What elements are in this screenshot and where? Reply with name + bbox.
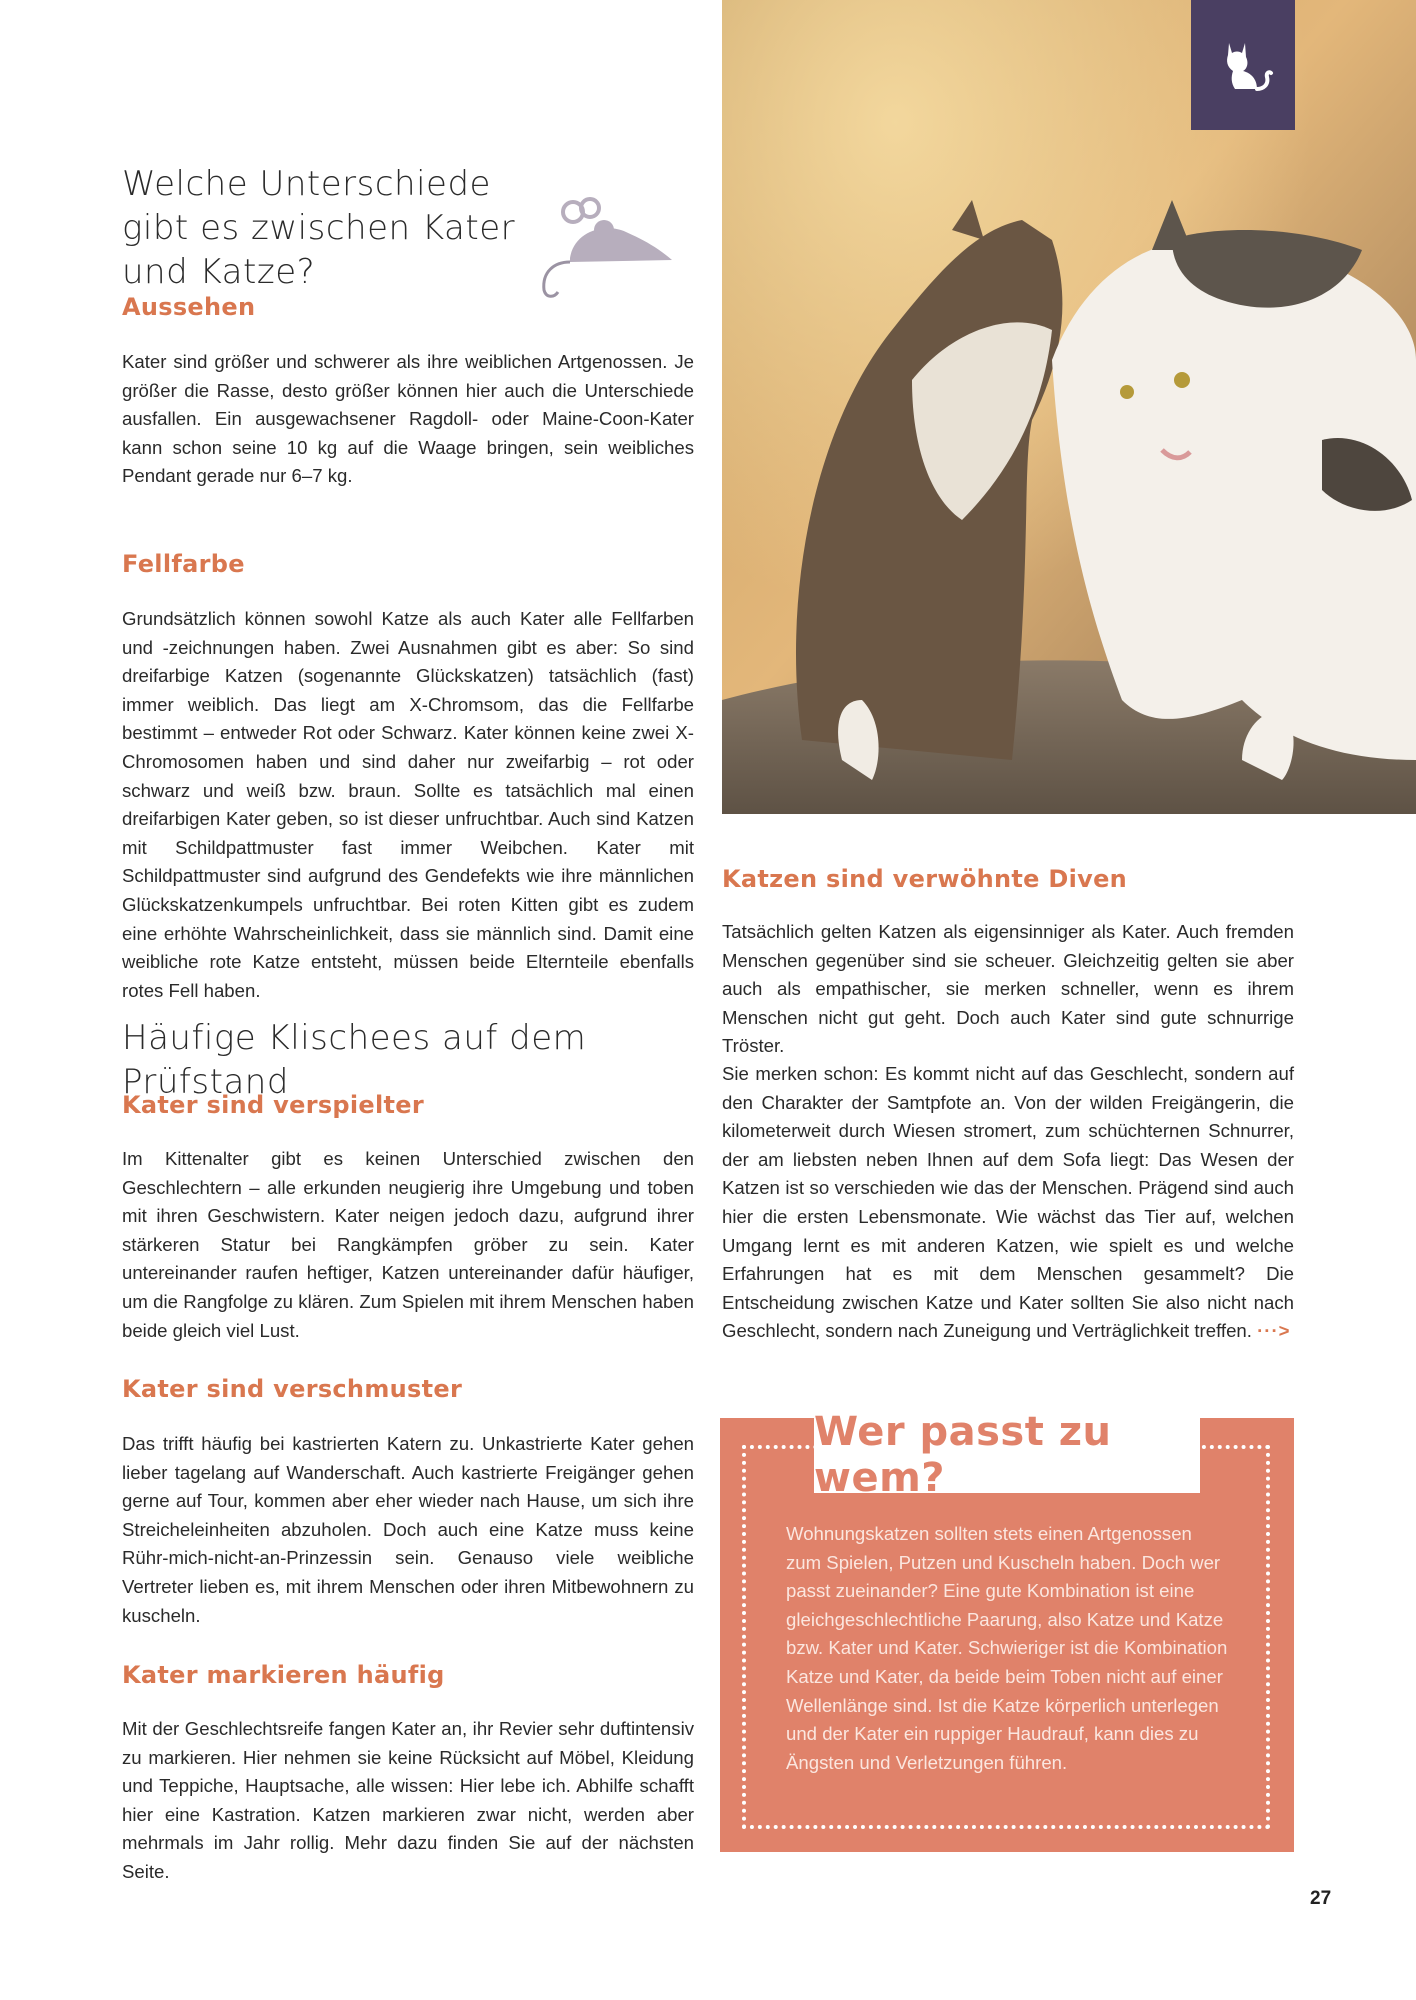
info-box-title: Wer passt zu wem?: [814, 1409, 1112, 1501]
section-heading-fellfarbe: Fellfarbe: [122, 550, 245, 578]
cliche-text-verspielter: Im Kittenalter gibt es keinen Unterschied zwischen den Geschlechtern – alle erkunden neugierig ihre Umgebung und toben mit ihren Geschwistern. Kater neigen jedoch dazu, aufgrund ihrer stärkeren Statur bei Rangkämpfen gröber zu sein. Kater untereinander raufen heftiger, Katzen untereinander dafür häufiger, um die Rangfolge zu klären. Zum Spielen mit ihrem Menschen haben beide gleich viel Lust.: [122, 1148, 694, 1341]
cat-category-badge: [1191, 0, 1295, 130]
section-title-klischees: Häufige Klischees auf dem Prüfstand: [122, 1018, 587, 1102]
section-text-aussehen: Kater sind größer und schwerer als ihre weiblichen Artgenossen. Je größer die Rasse, desto größer können hier auch die Unterschiede ausfallen. Ein ausgewachsener Ragdoll- oder Maine-Coon-Kater kann schon seine 10 kg auf die Waage bringen, sein weibliches Pendant gerade nur 6–7 kg.: [122, 351, 694, 487]
diven-text-2-body: Sie merken schon: Es kommt nicht auf das Geschlecht, sondern auf den Charakter der Samtpfote an. Von der wilden Freigängerin, die kilometerweit durch Wiesen stromert, zum schüchternen Schnurrer, der am liebsten neben Ihnen auf dem Sofa liegt: Das Wesen der Katzen ist so verschieden wie das der Menschen. Prägend sind auch hier die ersten Lebensmonate. Wie wächst das Tier auf, welchen Umgang lernt es mit anderen Katzen, wie spielt es und welche Erfahrungen hat es mit dem Menschen gesammelt? Die Entscheidung zwischen Katze und Kater sollten Sie also nicht nach Geschlecht, sondern nach Zuneigung und Verträglichkeit treffen.: [722, 1063, 1294, 1342]
section-heading-aussehen: Aussehen: [122, 293, 256, 321]
info-box-title-container: [814, 1409, 1200, 1501]
diven-heading: Katzen sind verwöhnte Diven: [722, 865, 1128, 893]
cats-photo: [722, 0, 1416, 814]
cliche-text-verschmuster: Das trifft häufig bei kastrierten Katern zu. Unkastrierte Kater gehen lieber tagelang auf Wanderschaft. Auch kastrierte Freigänger gehen gerne auf Tour, kommen aber eher wieder nach Hause, um sich ihre Streicheleinheiten abzuholen. Doch auch eine Katze muss keine Rühr-mich-nicht-an-Prinzessin sein. Genauso viele weibliche Vertreter lieben es, mit ihrem Menschen oder ihren Mitbewohnern zu kuscheln.: [122, 1433, 694, 1626]
section-text-fellfarbe: Grundsätzlich können sowohl Katze als auch Kater alle Fellfarben und -zeichnungen haben. Zwei Ausnahmen gibt es aber: So sind dreifarbige Katzen (sogenannte Glückskatzen) tatsächlich (fast) immer weiblich. Das liegt am X-Chromsom, das die Fellfarbe bestimmt – entweder Rot oder Schwarz. Kater können keine zwei X-Chromosomen haben und sind daher nur zweifarbig – rot oder schwarz und weiß bzw. braun. Sollte es tatsächlich mal einen dreifarbigen Kater geben, so ist dieser unfruchtbar. Auch sind Katzen mit Schildpattmuster fast immer Weibchen. Kater mit Schildpattmuster sind aufgrund des Gendefekts wie ihre männlichen Glückskatzenkumpels unfruchtbar. Bei roten Kitten gibt es zudem eine erhöhte Wahrscheinlichkeit, dass sie männlich sind. Damit eine weibliche rote Katze entsteht, müssen beide Elternteile ebenfalls rotes Fell haben.: [122, 608, 694, 1001]
toy-mouse-icon: [540, 196, 676, 302]
info-box-text: Wohnungskatzen sollten stets einen Artgenossen zum Spielen, Putzen und Kuscheln haben. Doch wer passt zueinander? Eine gute Kombination ist eine gleichgeschlechtliche Paarung, also Katze und Katze bzw. Kater und Kater. Schwieriger ist die Kombination Katze und Kater, da beide beim Toben nicht auf einer Wellenlänge sind. Ist die Katze körperlich unterlegen und der Kater ein ruppiger Haudrauf, kann dies zu Ängsten und Verletzungen führen.: [786, 1523, 1228, 1773]
continue-arrow: ···>: [1257, 1320, 1291, 1342]
diven-text-1: Tatsächlich gelten Katzen als eigensinniger als Kater. Auch fremden Menschen gegenüber sind sie scheuer. Gleichzeitig gelten sie aber auch als empathischer, sie merken schneller, wenn es ihrem Menschen nicht gut geht. Doch auch Kater sind gute schnurrige Tröster.: [722, 921, 1294, 1057]
diven-text-2: [722, 1060, 1294, 1346]
cliche-heading-verspielter: Kater sind verspielter: [122, 1091, 425, 1119]
cat-silhouette-icon: [1211, 33, 1275, 97]
page-title: Welche Unterschiede gibt es zwischen Kater und Katze?: [122, 164, 516, 292]
page-number: 27: [1310, 1888, 1332, 1909]
cliche-text-markieren: Mit der Geschlechtsreife fangen Kater an, ihr Revier sehr duftintensiv zu markieren. Hier nehmen sie keine Rücksicht auf Möbel, Kleidung und Teppiche, Hauptsache, alle wissen: Hier lebe ich. Abhilfe schafft hier eine Kastration. Katzen markieren zwar nicht, werden aber mehrmals im Jahr rollig. Mehr dazu finden Sie auf der nächsten Seite.: [122, 1718, 694, 1882]
cliche-heading-verschmuster: Kater sind verschmuster: [122, 1375, 463, 1403]
cliche-heading-markieren: Kater markieren häufig: [122, 1661, 445, 1689]
